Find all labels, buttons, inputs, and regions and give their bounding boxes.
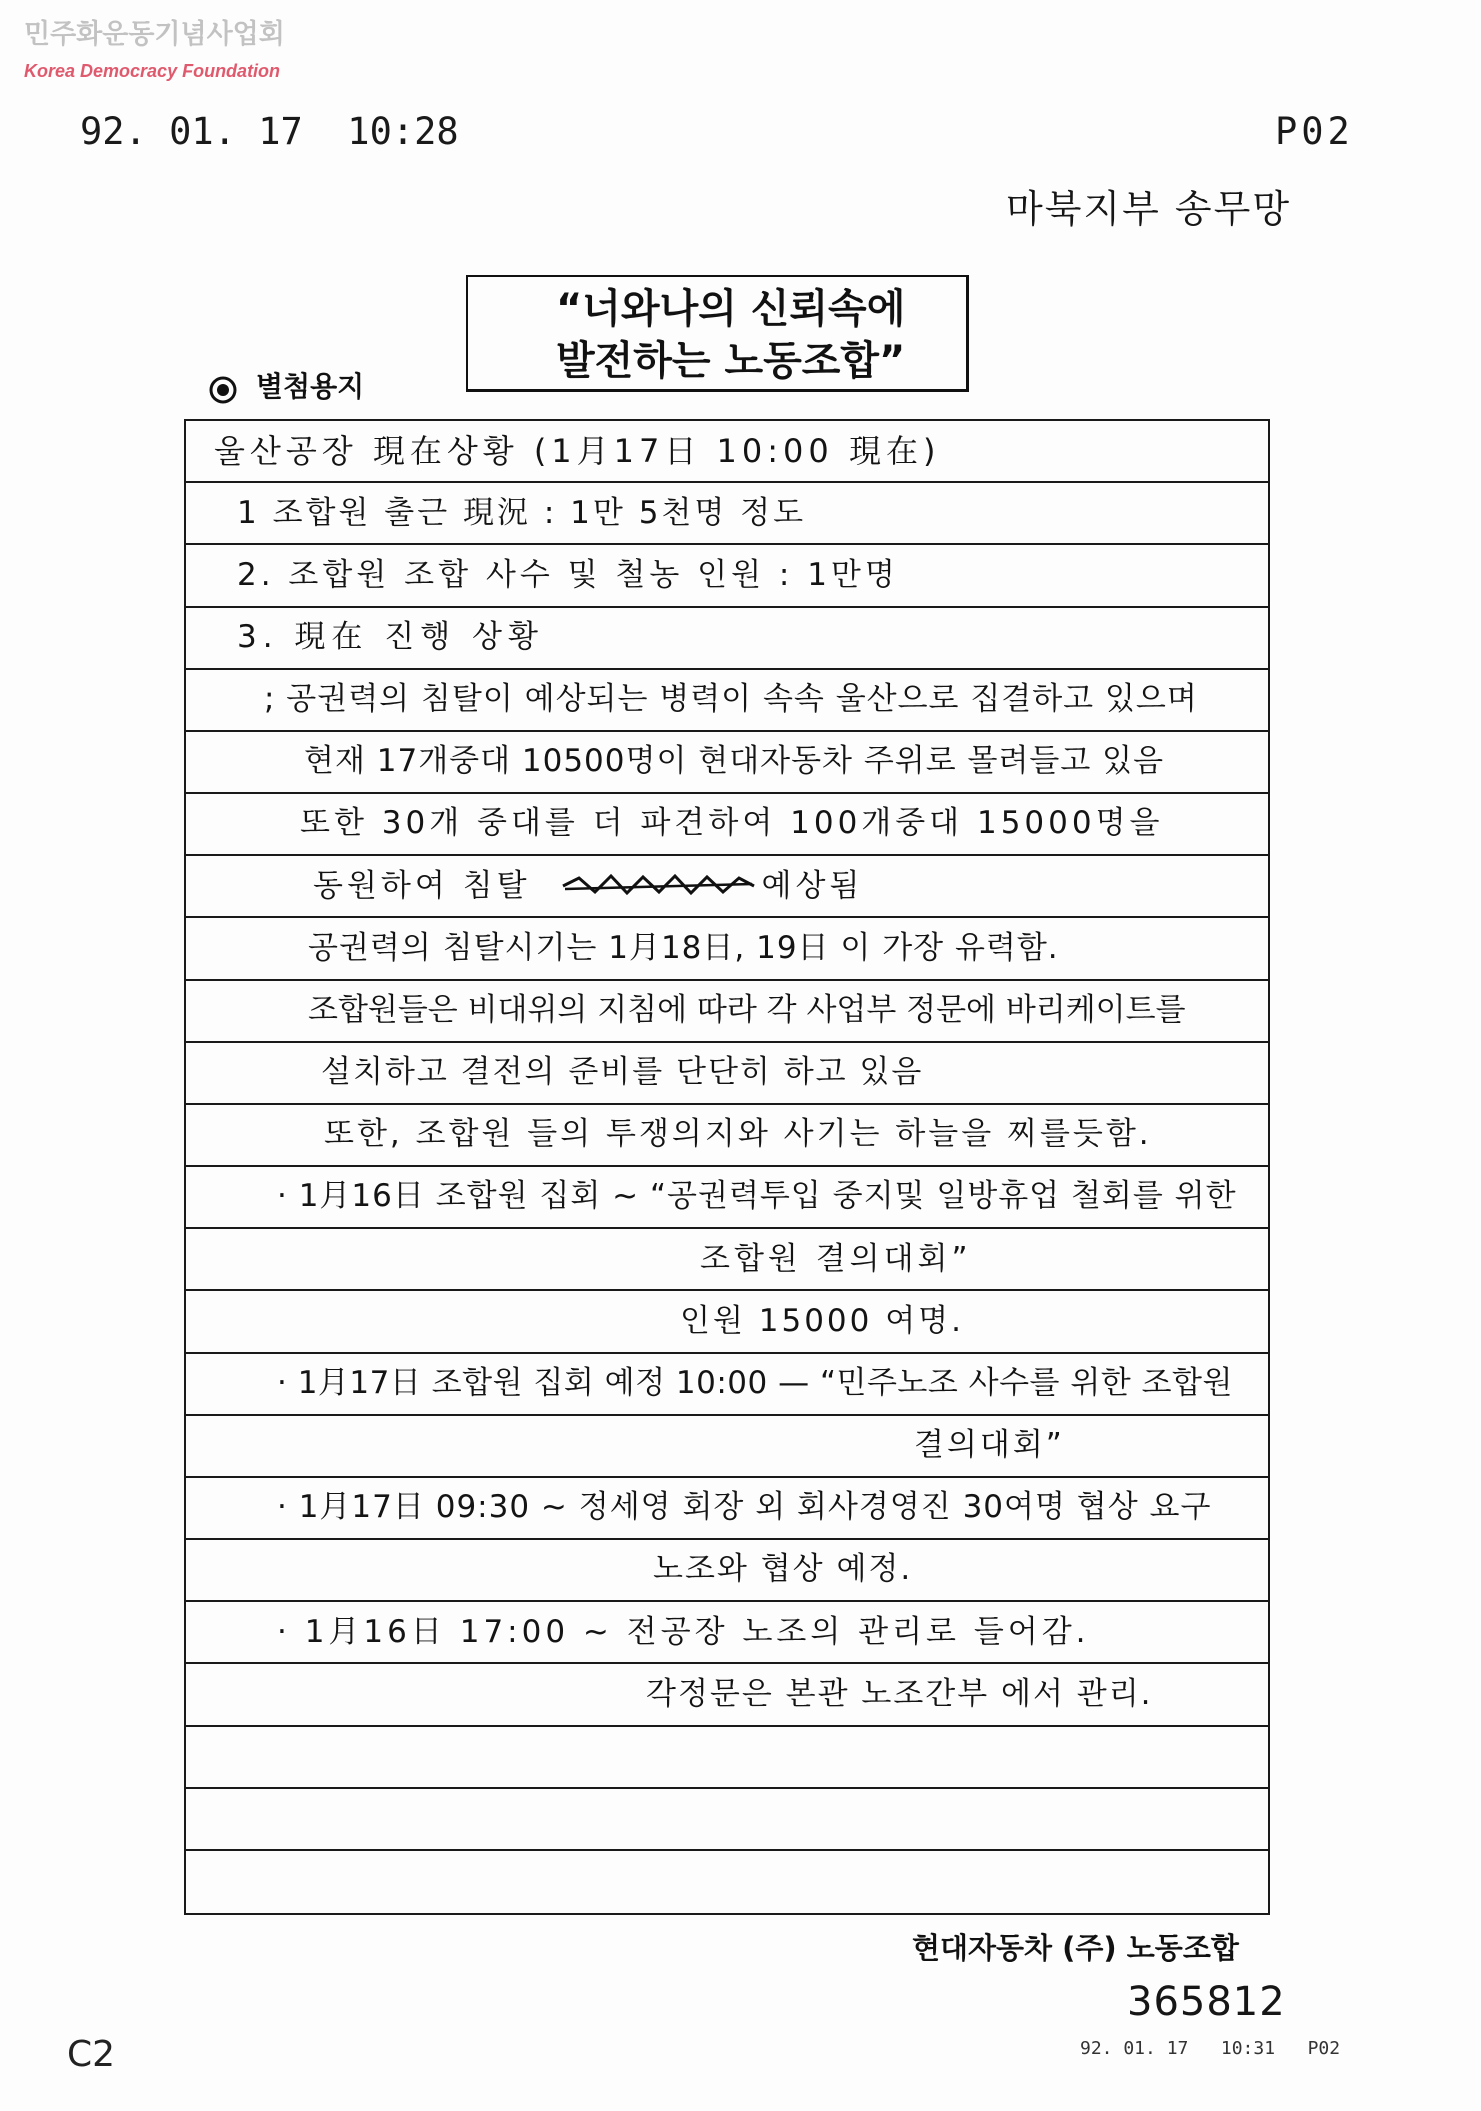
report-line xyxy=(186,1229,1268,1291)
report-line xyxy=(186,608,1268,670)
report-line-text: · 1月17日 조합원 집회 예정 10:00 — “민주노조 사수를 위한 조합원 xyxy=(277,1364,1233,1401)
report-line xyxy=(186,1354,1268,1416)
slogan-line-1: “너와나의 신뢰속에 xyxy=(556,286,906,332)
report-line xyxy=(186,670,1268,732)
fax-footer-stamp: 92. 01. 17 10:31 P02 xyxy=(1080,2038,1341,2059)
organization-name: 현대자동차 (주) 노동조합 xyxy=(912,1931,1239,1965)
report-line xyxy=(186,981,1268,1043)
fax-page-number: P02 xyxy=(1275,110,1354,153)
report-line-text: 2. 조합원 조합 사수 및 철농 인원 : 1만명 xyxy=(237,556,899,593)
report-line-text: 또한, 조합원 들의 투쟁의지와 사기는 하늘을 찌를듯함. xyxy=(324,1116,1152,1153)
report-line-text: 동원하여 침탈 xyxy=(313,867,531,904)
report-line-text: 현재 17개중대 10500명이 현대자동차 주위로 몰려들고 있음 xyxy=(304,743,1165,780)
report-line xyxy=(186,1167,1268,1229)
document-number: 365812 xyxy=(1127,1979,1286,2025)
report-line xyxy=(186,1540,1268,1602)
report-line-text: 설치하고 결전의 준비를 단단히 하고 있음 xyxy=(321,1054,924,1091)
routing-note: 마북지부 송무망 xyxy=(1006,187,1292,231)
report-line xyxy=(186,1291,1268,1353)
report-line-text: · 1月17日 09:30 ~ 정세영 회장 외 회사경영진 30여명 협상 요구 xyxy=(277,1489,1212,1526)
report-line-text: 또한 30개 중대를 더 파견하여 100개중대 15000명을 xyxy=(300,805,1164,842)
report-title: 울산공장 現在상황 (1月17日 10:00 現在) xyxy=(214,431,941,470)
blank-line xyxy=(186,1789,1268,1851)
report-line-text: 노조와 협상 예정. xyxy=(653,1551,913,1588)
report-line xyxy=(186,1602,1268,1664)
slogan-box xyxy=(466,275,969,392)
report-line xyxy=(186,732,1268,794)
slogan-line-2: 발전하는 노동조합” xyxy=(556,338,906,384)
report-line xyxy=(186,794,1268,856)
fax-timestamp: 92. 01. 17 10:28 xyxy=(80,110,459,153)
report-line xyxy=(186,483,1268,545)
report-line-text: · 1月16日 17:00 ~ 전공장 노조의 관리로 들어감. xyxy=(277,1613,1090,1650)
report-line xyxy=(186,1478,1268,1540)
report-line xyxy=(186,545,1268,607)
blank-line xyxy=(186,1851,1268,1913)
corner-mark: C2 xyxy=(67,2034,116,2075)
report-line-text: 조합원 결의대회” xyxy=(700,1240,972,1277)
watermark-english: Korea Democracy Foundation xyxy=(24,61,281,81)
report-line-text: 각정문은 본관 노조간부 에서 관리. xyxy=(646,1675,1153,1712)
report-line-text: 3. 現在 진행 상황 xyxy=(237,618,544,655)
bullseye-icon xyxy=(208,375,238,405)
attachment-label: 별첨용지 xyxy=(256,370,365,403)
report-line-text: 예상됨 xyxy=(761,867,864,904)
report-line-text: 인원 15000 여명. xyxy=(680,1302,964,1339)
report-line-text: 1 조합원 출근 現況 : 1만 5천명 정도 xyxy=(237,494,807,531)
strikethrough-scribble xyxy=(561,866,756,906)
report-line-text: 공권력의 침탈시기는 1月18日, 19日 이 가장 유력함. xyxy=(308,929,1059,966)
report-line-text: ; 공권력의 침탈이 예상되는 병력이 속속 울산으로 집결하고 있으며 xyxy=(264,681,1198,718)
report-line-text: · 1月16日 조합원 집회 ~ “공권력투입 중지및 일방휴업 철회를 위한 xyxy=(277,1178,1237,1215)
report-line xyxy=(186,856,1268,918)
report-line xyxy=(186,1105,1268,1167)
blank-line xyxy=(186,1727,1268,1789)
report-line-text: 조합원들은 비대위의 지침에 따라 각 사업부 정문에 바리케이트를 xyxy=(308,991,1186,1028)
report-line xyxy=(186,1043,1268,1105)
watermark-korean: 민주화운동기념사업회 xyxy=(24,19,285,50)
report-form xyxy=(184,419,1270,1915)
report-line xyxy=(186,1664,1268,1726)
report-line xyxy=(186,918,1268,980)
report-line xyxy=(186,1416,1268,1478)
report-line-text: 결의대회” xyxy=(914,1427,1065,1464)
report-title-line xyxy=(186,421,1268,483)
